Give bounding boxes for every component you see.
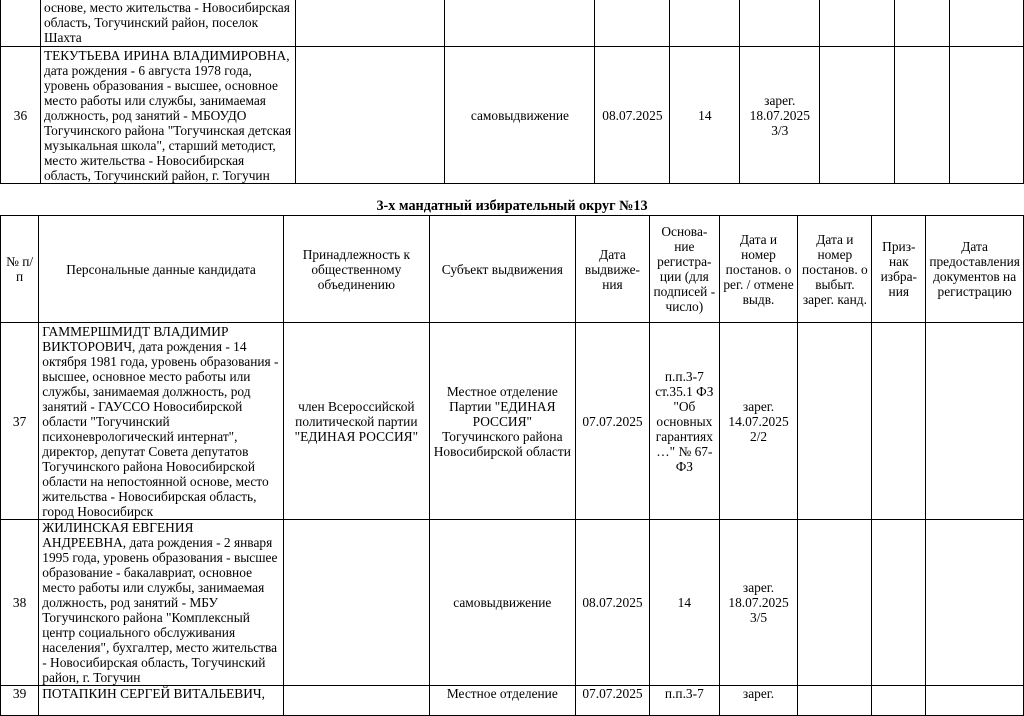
cell-basis: 14: [670, 47, 740, 184]
cell-date-reg: зарег. 14.07.2025 2/2: [719, 323, 798, 520]
table-row: [1, 520, 1024, 686]
cell-affiliation: [295, 47, 445, 184]
cell-date-nom: 07.07.2025: [575, 686, 649, 716]
header-personal: Персональные данные кандидата: [39, 216, 284, 323]
cell-sign: [872, 520, 926, 686]
table-row: [1, 0, 1024, 47]
table-row: [1, 686, 1024, 716]
cell-date-docs: [950, 47, 1024, 184]
cell-date-reg: зарег.: [719, 686, 798, 716]
cell-date-elect: [798, 520, 872, 686]
header-subject: Субъект выдвижения: [429, 216, 575, 323]
cell-sign: [872, 686, 926, 716]
table-row: [1, 47, 1024, 184]
cell-date-reg: зарег. 18.07.2025 3/3: [740, 47, 820, 184]
cell-personal: ТЕКУТЬЕВА ИРИНА ВЛАДИМИРОВНА, дата рождения - 6 августа 1978 года, уровень образования - высшее, основное место работы или службы, занимаемая должность, род занятий - МБОУДО Тогучинского района "Тогучинская детская музыкальная школа", старший методист, место жительства - Новосибирская область, Тогучинский район, г. Тогучин: [40, 47, 295, 184]
header-date-reg: Дата и номер постанов. о рег. / отмене выдв.: [719, 216, 798, 323]
cell-date-elect: [820, 47, 895, 184]
cell-personal: основе, место жительства - Новосибирская область, Тогучинский район, поселок Шахта: [40, 0, 295, 47]
cell-affiliation: [283, 686, 429, 716]
cell-affiliation: член Всероссийской политической партии "ЕДИНАЯ РОССИЯ": [283, 323, 429, 520]
cell-subject: Местное отделение: [429, 686, 575, 716]
cell-personal: ГАММЕРШМИДТ ВЛАДИМИР ВИКТОРОВИЧ, дата рождения - 14 октября 1981 года, уровень образования - высшее, основное место работы или службы, занимаемая должность, род занятий - ГАУССО Новосибирской области "Тогучинский психоневрологический интернат", директор, депутат Совета депутатов Тогучинского района Новосибирской области на непостоянной основе, место жительства - Новосибирская область, город Новосибирск: [39, 323, 284, 520]
cell-date-nom: 08.07.2025: [595, 47, 670, 184]
header-num: № п/п: [1, 216, 39, 323]
cell-date-docs: [926, 686, 1024, 716]
candidates-table-lower: [0, 215, 1024, 716]
cell-subject: самовыдвижение: [445, 47, 595, 184]
cell-subject: Местное отделение Партии "ЕДИНАЯ РОССИЯ" Тогучинского района Новосибирской области: [429, 323, 575, 520]
header-basis: Основа-ние регистра-ции (для подписей - число): [650, 216, 719, 323]
cell-date-nom: 07.07.2025: [575, 323, 649, 520]
cell-date-docs: [926, 520, 1024, 686]
table-row: [1, 323, 1024, 520]
header-date-docs: Дата предоставления документов на регистрацию: [926, 216, 1024, 323]
cell-personal: ЖИЛИНСКАЯ ЕВГЕНИЯ АНДРЕЕВНА, дата рождения - 2 января 1995 года, уровень образования - высшее образование - бакалавриат, основное место работы или службы, занимаемая должность, род занятий - МБУ Тогучинского района "Комплексный центр социального обслуживания населения", бухгалтер, место жительства - Новосибирская область, Тогучинский район, г. Тогучин: [39, 520, 284, 686]
candidates-table-upper: [0, 0, 1024, 184]
header-sign: Приз-нак избра-ния: [872, 216, 926, 323]
header-date-elect: Дата и номер постанов. о выбыт. зарег. канд.: [798, 216, 872, 323]
cell-sign: [872, 323, 926, 520]
cell-personal: ПОТАПКИН СЕРГЕЙ ВИТАЛЬЕВИЧ,: [39, 686, 284, 716]
cell-sign: [895, 47, 950, 184]
cell-num: [1, 0, 41, 47]
section-title: 3-х мандатный избирательный округ №13: [376, 198, 648, 214]
cell-date-elect: [798, 323, 872, 520]
header-affiliation: Принадлежность к общественному объединению: [283, 216, 429, 323]
cell-date-docs: [926, 323, 1024, 520]
cell-affiliation: [283, 520, 429, 686]
cell-num: 38: [1, 520, 39, 686]
cell-basis: п.п.3-7: [650, 686, 719, 716]
cell-basis: 14: [650, 520, 719, 686]
table-header-row: [1, 216, 1024, 323]
cell-date-elect: [798, 686, 872, 716]
cell-basis: п.п.3-7 ст.35.1 ФЗ "Об основных гарантиях …" № 67-ФЗ: [650, 323, 719, 520]
cell-date-reg: зарег. 18.07.2025 3/5: [719, 520, 798, 686]
cell-date-nom: 08.07.2025: [575, 520, 649, 686]
header-date-nom: Дата выдвиже-ния: [575, 216, 649, 323]
cell-num: 39: [1, 686, 39, 716]
cell-subject: самовыдвижение: [429, 520, 575, 686]
cell-num: 37: [1, 323, 39, 520]
cell-num: 36: [1, 47, 41, 184]
